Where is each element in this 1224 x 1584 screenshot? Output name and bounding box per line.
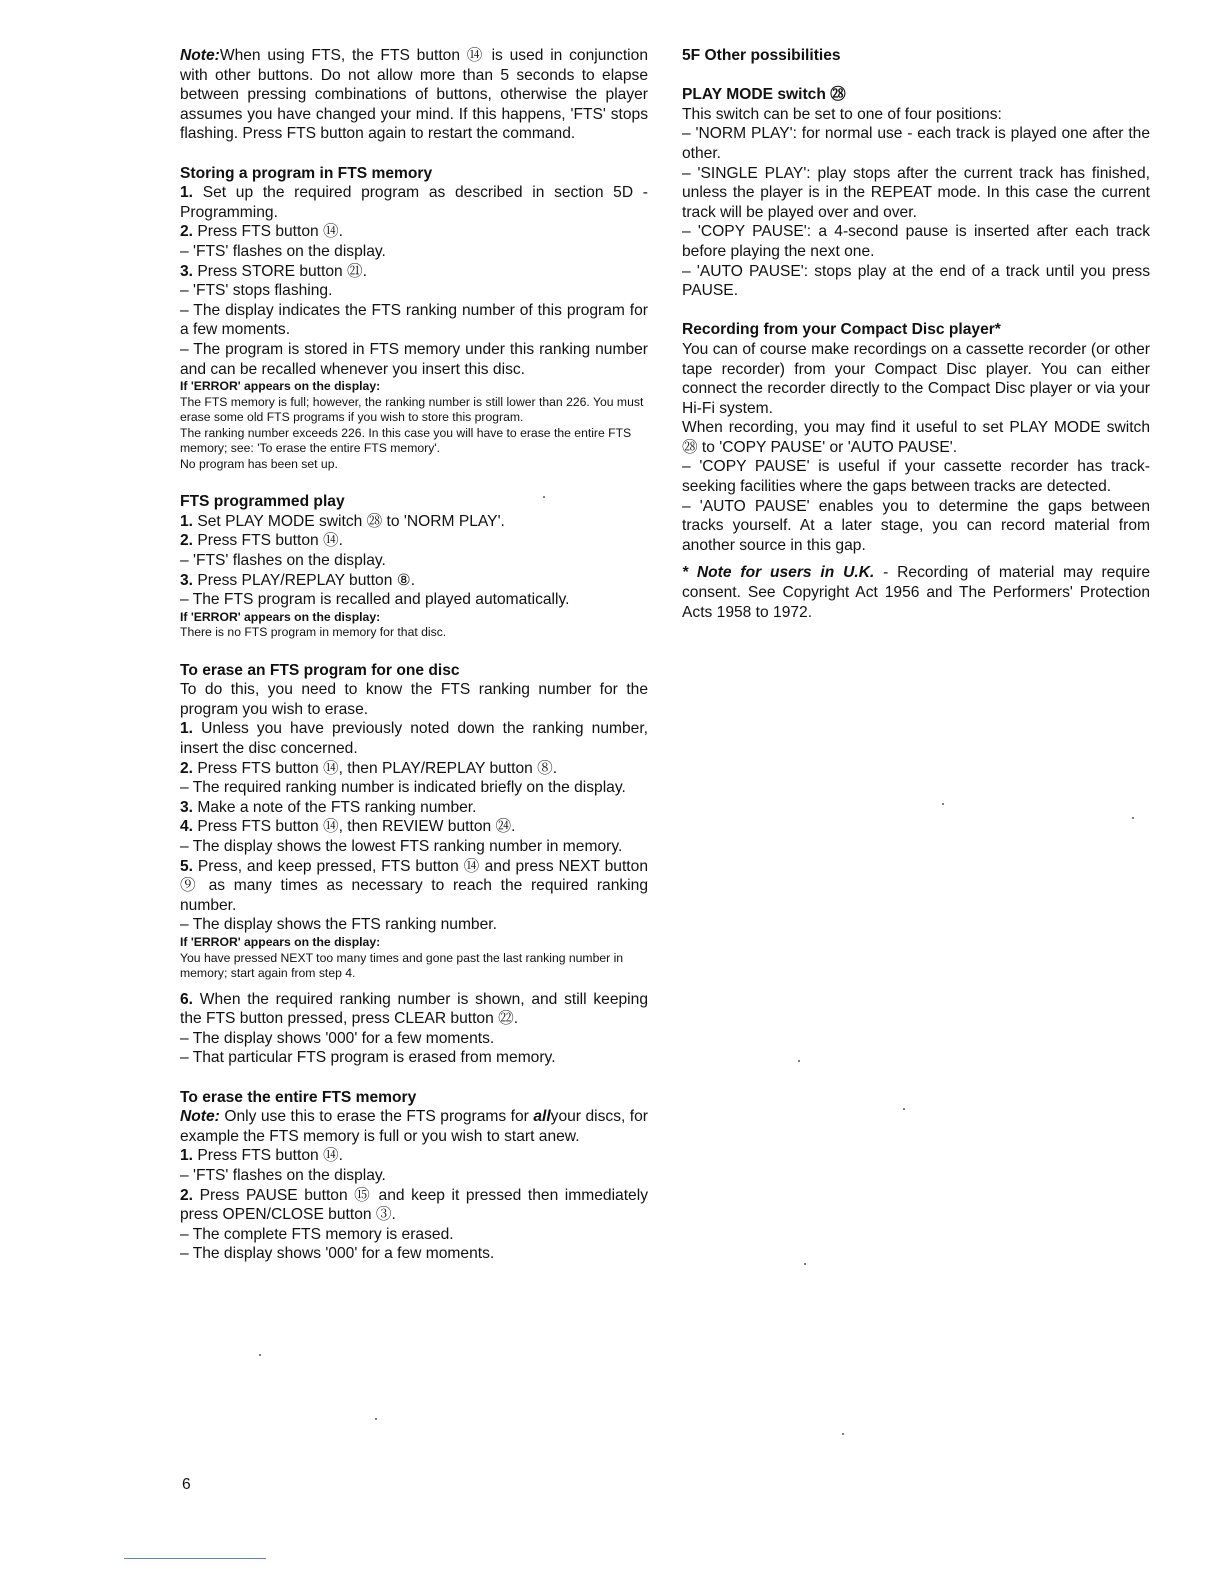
erase-one-step-2-note: – The required ranking number is indicated briefly on the display. — [180, 779, 626, 797]
erase-all-step-2: 2. Press PAUSE button ⑮ and keep it pressed then immediately press OPEN/CLOSE button ③. — [180, 1186, 648, 1224]
storing-step-1: 1. Set up the required program as described in section 5D - Programming. — [180, 184, 648, 221]
erase-one-heading: To erase an FTS program for one disc — [180, 661, 460, 679]
erase-one-step-6-note-b: – That particular FTS program is erased from memory. — [180, 1049, 556, 1067]
uk-note: * Note for users in U.K. - Recording of material may require consent. See Copyright Act 1956 and The Performers' Protection Acts 1958 to 1972. — [682, 564, 1151, 621]
storing-step-3: 3. Press STORE button ㉑. — [180, 262, 367, 280]
left-column — [180, 46, 648, 1264]
play-step-3-note: – The FTS program is recalled and played automatically. — [180, 591, 570, 609]
fts-note: Note:When using FTS, the FTS button ⑭ is used in conjunction with other buttons. Do not allow more than 5 seconds to elapse between pressing combinations of buttons, otherwise the player assumes you have changed your mind. If this happens, 'FTS' stops flashing. Press FTS button again to restart the command. — [180, 47, 648, 143]
play-step-1: 1. Set PLAY MODE switch ㉘ to 'NORM PLAY'. — [180, 512, 505, 530]
scan-speck — [842, 1433, 844, 1435]
play-step-3: 3. Press PLAY/REPLAY button ⑧. — [180, 571, 416, 589]
play-error-1: There is no FTS program in memory for that disc. — [180, 625, 447, 640]
scan-speck — [1132, 817, 1134, 819]
erase-one-step-6: 6. When the required ranking number is shown, and still keeping the FTS button pressed, press CLEAR button ㉒. — [180, 990, 648, 1028]
erase-one-step-1: 1. Unless you have previously noted down the ranking number, insert the disc concerned. — [180, 720, 648, 757]
erase-one-step-5-note: – The display shows the FTS ranking number. — [180, 916, 497, 934]
play-heading: FTS programmed play — [180, 493, 345, 511]
scan-speck — [903, 1108, 905, 1110]
erase-one-error-1: You have pressed NEXT too many times and gone past the last ranking number in memory; start again from step 4. — [180, 950, 624, 981]
play-mode-heading: PLAY MODE switch ㉘ — [682, 86, 846, 104]
scan-speck — [543, 496, 545, 498]
storing-step-3-note-a: – 'FTS' stops flashing. — [180, 282, 333, 300]
erase-all-note: Note: Only use this to erase the FTS programs for allyour discs, for example the FTS memory is full or you wish to start anew. — [180, 1108, 649, 1145]
storing-step-3-note-b: – The display indicates the FTS ranking number of this program for a few moments. — [180, 301, 648, 339]
scan-speck — [259, 1354, 261, 1356]
play-mode-option-2: – 'SINGLE PLAY': play stops after the current track has finished, unless the player is in the REPEAT mode. In this case the current track will be played over and over. — [682, 164, 1150, 221]
storing-error-3: No program has been set up. — [180, 457, 338, 472]
play-mode-option-4: – 'AUTO PAUSE': stops play at the end of a track until you press PAUSE. — [682, 262, 1150, 300]
storing-step-2: 2. Press FTS button ⑭. — [180, 223, 343, 241]
storing-step-3-note-c: – The program is stored in FTS memory under this ranking number and can be recalled whenever you insert this disc. — [180, 340, 648, 378]
play-error-heading: If 'ERROR' appears on the display: — [180, 609, 381, 624]
recording-para-1: You can of course make recordings on a cassette recorder (or other tape recorder) from your Compact Disc player. You can either connect the recorder directly to the Compact Disc player or via your Hi-Fi system. — [682, 340, 1150, 417]
storing-error-heading: If 'ERROR' appears on the display: — [180, 379, 381, 394]
right-column — [682, 46, 1150, 622]
play-mode-option-1: – 'NORM PLAY': for normal use - each track is played one after the other. — [682, 125, 1150, 162]
erase-all-step-1-note: – 'FTS' flashes on the display. — [180, 1167, 386, 1185]
erase-one-step-2: 2. Press FTS button ⑭, then PLAY/REPLAY button ⑧. — [180, 759, 558, 777]
erase-one-step-3: 3. Make a note of the FTS ranking number. — [180, 798, 477, 816]
erase-all-step-2-note-b: – The display shows '000' for a few moments. — [180, 1245, 495, 1263]
erase-one-step-6-note-a: – The display shows '000' for a few moments. — [180, 1029, 495, 1047]
page-number: 6 — [182, 1476, 191, 1493]
section-heading: 5F Other possibilities — [682, 47, 841, 64]
play-step-2: 2. Press FTS button ⑭. — [180, 532, 343, 550]
play-step-2-note: – 'FTS' flashes on the display. — [180, 552, 386, 570]
erase-one-error-heading: If 'ERROR' appears on the display: — [180, 934, 381, 949]
recording-para-2: When recording, you may find it useful to set PLAY MODE switch ㉘ to 'COPY PAUSE' or 'AUTO PAUSE'. — [682, 419, 1150, 456]
scan-speck — [942, 803, 944, 805]
scan-speck — [798, 1060, 800, 1062]
recording-para-4: – 'AUTO PAUSE' enables you to determine the gaps between tracks yourself. At a later stage, you can record material from another source in this gap. — [682, 497, 1150, 554]
erase-one-step-5: 5. Press, and keep pressed, FTS button ⑭ and press NEXT button ⑨ as many times as necessary to reach the required ranking number. — [180, 857, 648, 914]
storing-heading: Storing a program in FTS memory — [180, 164, 433, 182]
erase-all-step-1: 1. Press FTS button ⑭. — [180, 1147, 343, 1165]
scan-speck — [804, 1263, 806, 1265]
play-mode-option-3: – 'COPY PAUSE': a 4-second pause is inserted after each track before playing the next one. — [682, 223, 1150, 260]
erase-all-heading: To erase the entire FTS memory — [180, 1088, 417, 1106]
erase-one-step-4: 4. Press FTS button ⑭, then REVIEW button ㉔. — [180, 818, 516, 836]
storing-error-1: The FTS memory is full; however, the ranking number is still lower than 226. You must erase some old FTS programs if you wish to store this program. — [180, 394, 644, 425]
recording-para-3: – 'COPY PAUSE' is useful if your cassette recorder has track-seeking facilities where the gaps between tracks are detected. — [682, 458, 1150, 496]
scan-speck — [375, 1418, 377, 1420]
storing-error-2: The ranking number exceeds 226. In this case you will have to erase the entire FTS memory; see: 'To erase the entire FTS memory'. — [180, 425, 632, 456]
erase-one-step-4-note: – The display shows the lowest FTS ranking number in memory. — [180, 837, 623, 855]
erase-one-intro: To do this, you need to know the FTS ranking number for the program you wish to erase. — [180, 681, 648, 718]
footer-rule — [124, 1558, 266, 1559]
play-mode-intro: This switch can be set to one of four positions: — [682, 105, 1002, 123]
recording-heading: Recording from your Compact Disc player* — [682, 321, 1001, 339]
erase-all-step-2-note-a: – The complete FTS memory is erased. — [180, 1225, 454, 1243]
storing-step-2-note: – 'FTS' flashes on the display. — [180, 242, 386, 260]
